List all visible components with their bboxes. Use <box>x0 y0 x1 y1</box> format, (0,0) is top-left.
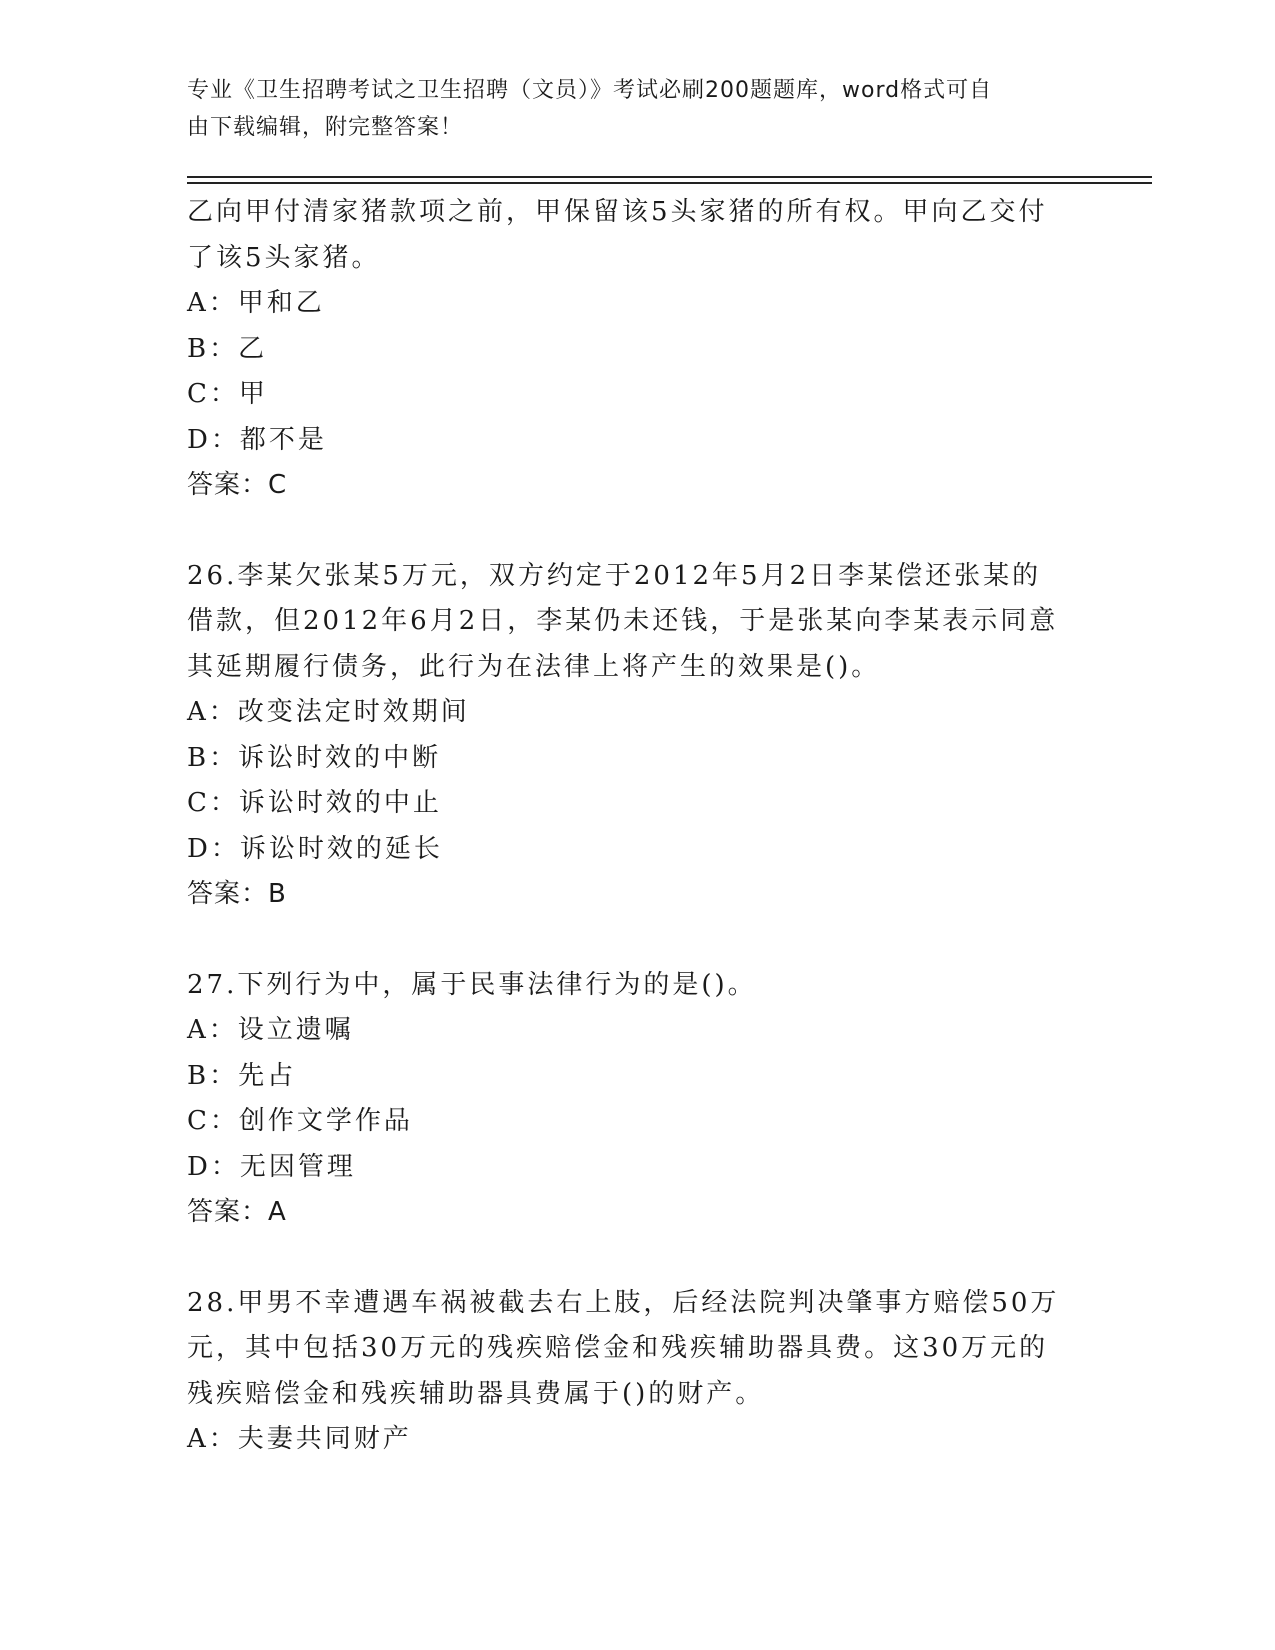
option-a: A：设立遗嘱 <box>187 1015 354 1045</box>
question-stem-line: 其延期履行债务，此行为在法律上将产生的效果是()。 <box>187 651 881 682</box>
question-stem-line: 28.甲男不幸遭遇车祸被截去右上肢，后经法院判决肇事方赔偿50万 <box>187 1287 1060 1318</box>
option-c: C：创作文学作品 <box>187 1106 413 1136</box>
header-title-line-2: 由下载编辑，附完整答案！ <box>187 115 464 140</box>
option-c: C：诉讼时效的中止 <box>187 788 442 818</box>
page-header <box>187 72 1067 146</box>
question-list <box>187 190 1087 1463</box>
header-title-line-1: 专业《卫生招聘考试之卫生招聘（文员）》考试必刷200题题库，word格式可自 <box>187 78 993 103</box>
answer-label: 答案：B <box>187 879 287 909</box>
option-d: D：都不是 <box>187 424 327 455</box>
question-27 <box>187 963 1087 1236</box>
question-28 <box>187 1281 1087 1463</box>
question-stem-line: 27.下列行为中，属于民事法律行为的是()。 <box>187 969 757 1000</box>
option-a: A：改变法定时效期间 <box>187 697 470 727</box>
header-divider-bottom <box>187 182 1152 184</box>
question-stem-line: 借款，但2012年6月2日，李某仍未还钱，于是张某向李某表示同意 <box>187 606 1059 636</box>
answer-label: 答案：A <box>187 1197 287 1227</box>
question-stem-line: 了该5头家猪。 <box>187 242 381 273</box>
question-stem-line: 26.李某欠张某5万元，双方约定于2012年5月2日李某偿还张某的 <box>187 560 1042 591</box>
option-a: A：甲和乙 <box>187 288 325 318</box>
question-26 <box>187 554 1087 918</box>
question-25 <box>187 190 1087 509</box>
answer-label: 答案：C <box>187 470 288 500</box>
question-stem-line: 残疾赔偿金和残疾辅助器具费属于()的财产。 <box>187 1378 765 1409</box>
header-divider-top <box>187 176 1152 178</box>
question-stem-line: 乙向甲付清家猪款项之前，甲保留该5头家猪的所有权。甲向乙交付 <box>187 197 1048 227</box>
option-b: B：诉讼时效的中断 <box>187 742 442 773</box>
option-d: D：无因管理 <box>187 1151 356 1182</box>
option-d: D：诉讼时效的延长 <box>187 833 443 864</box>
option-a: A：夫妻共同财产 <box>187 1424 412 1454</box>
question-stem-line: 元，其中包括30万元的残疾赔偿金和残疾辅助器具费。这30万元的 <box>187 1333 1049 1363</box>
option-c: C：甲 <box>187 379 268 409</box>
option-b: B：先占 <box>187 1060 297 1091</box>
option-b: B：乙 <box>187 333 268 364</box>
